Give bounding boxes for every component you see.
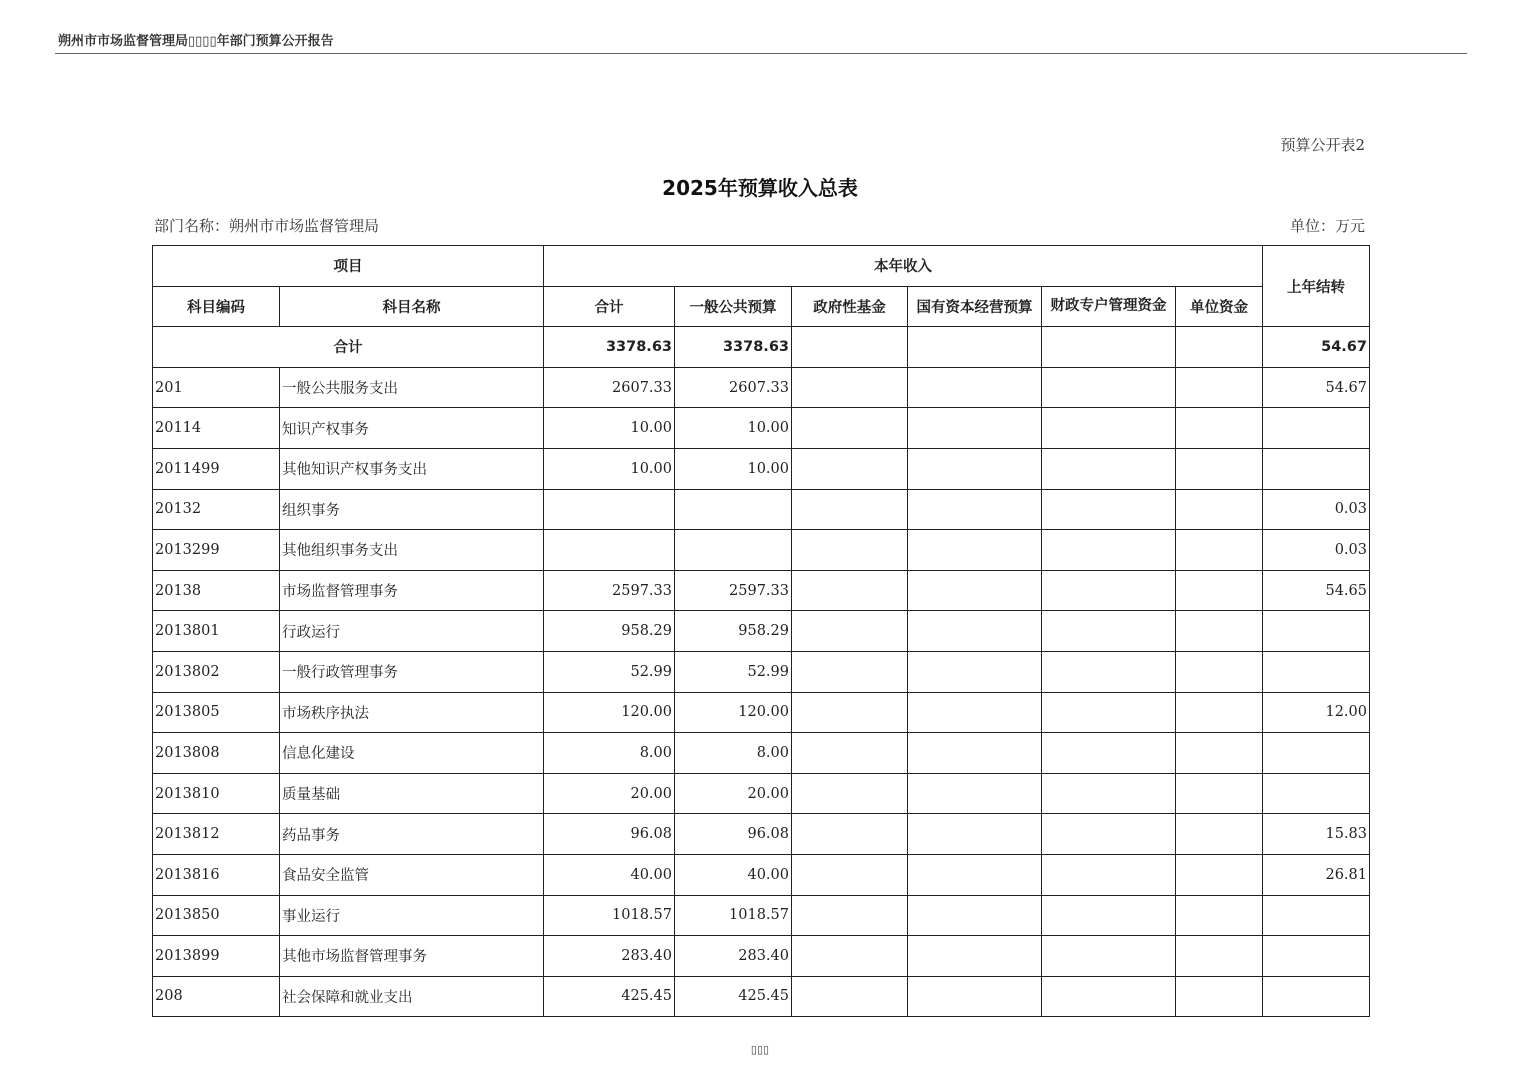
row-name: 质量基础 [280, 773, 544, 814]
row-name: 一般公共服务支出 [280, 367, 544, 408]
row-unit-fund [1176, 692, 1263, 733]
row-unit-fund [1176, 570, 1263, 611]
column-total: 合计 [544, 286, 675, 327]
row-unit-fund [1176, 854, 1263, 895]
row-fiscal-special [1042, 489, 1176, 530]
row-gov-fund [792, 733, 908, 774]
total-row [153, 327, 1370, 368]
row-name: 行政运行 [280, 611, 544, 652]
row-general-budget [675, 530, 792, 571]
row-total: 2607.33 [544, 367, 675, 408]
column-name: 科目名称 [280, 286, 544, 327]
row-general-budget: 10.00 [675, 408, 792, 449]
total-state-capital [908, 327, 1042, 368]
table-row [153, 733, 1370, 774]
row-code: 2013802 [153, 651, 280, 692]
row-carryover [1263, 651, 1370, 692]
row-unit-fund [1176, 976, 1263, 1017]
row-state-capital [908, 733, 1042, 774]
row-gov-fund [792, 895, 908, 936]
row-carryover: 54.65 [1263, 570, 1370, 611]
row-fiscal-special [1042, 570, 1176, 611]
row-name: 其他知识产权事务支出 [280, 448, 544, 489]
table-row [153, 651, 1370, 692]
row-general-budget: 10.00 [675, 448, 792, 489]
row-fiscal-special [1042, 408, 1176, 449]
row-fiscal-special [1042, 895, 1176, 936]
row-general-budget: 20.00 [675, 773, 792, 814]
row-general-budget: 120.00 [675, 692, 792, 733]
row-name: 食品安全监管 [280, 854, 544, 895]
row-state-capital [908, 367, 1042, 408]
row-carryover [1263, 408, 1370, 449]
row-gov-fund [792, 692, 908, 733]
report-header-title: 朔州市市场监督管理局▯▯▯▯年部门预算公开报告 [58, 34, 334, 49]
row-gov-fund [792, 936, 908, 977]
row-carryover: 15.83 [1263, 814, 1370, 855]
row-total: 8.00 [544, 733, 675, 774]
column-carryover: 上年结转 [1263, 246, 1370, 327]
row-general-budget: 2607.33 [675, 367, 792, 408]
table-code-label: 预算公开表2 [1280, 136, 1365, 154]
row-unit-fund [1176, 773, 1263, 814]
row-general-budget [675, 489, 792, 530]
row-state-capital [908, 895, 1042, 936]
row-general-budget: 40.00 [675, 854, 792, 895]
row-fiscal-special [1042, 692, 1176, 733]
total-gov-fund [792, 327, 908, 368]
row-carryover: 26.81 [1263, 854, 1370, 895]
row-name: 事业运行 [280, 895, 544, 936]
row-total: 10.00 [544, 408, 675, 449]
row-name: 社会保障和就业支出 [280, 976, 544, 1017]
row-total: 40.00 [544, 854, 675, 895]
table-row [153, 611, 1370, 652]
row-gov-fund [792, 611, 908, 652]
row-fiscal-special [1042, 651, 1176, 692]
row-unit-fund [1176, 448, 1263, 489]
row-code: 2013816 [153, 854, 280, 895]
row-total: 2597.33 [544, 570, 675, 611]
row-code: 2013299 [153, 530, 280, 571]
row-code: 2011499 [153, 448, 280, 489]
row-name: 知识产权事务 [280, 408, 544, 449]
row-fiscal-special [1042, 530, 1176, 571]
column-general-budget: 一般公共预算 [675, 286, 792, 327]
row-carryover [1263, 611, 1370, 652]
table-row [153, 367, 1370, 408]
row-gov-fund [792, 814, 908, 855]
row-state-capital [908, 408, 1042, 449]
row-fiscal-special [1042, 814, 1176, 855]
total-amount: 3378.63 [544, 327, 675, 368]
column-state-capital: 国有资本经营预算 [908, 286, 1042, 327]
total-unit-fund [1176, 327, 1263, 368]
row-gov-fund [792, 854, 908, 895]
row-code: 208 [153, 976, 280, 1017]
unit-label: 单位：万元 [1289, 217, 1365, 235]
row-total [544, 489, 675, 530]
table-row [153, 570, 1370, 611]
row-total: 1018.57 [544, 895, 675, 936]
row-fiscal-special [1042, 854, 1176, 895]
row-state-capital [908, 936, 1042, 977]
department-label: 部门名称：朔州市市场监督管理局 [154, 217, 380, 235]
row-gov-fund [792, 651, 908, 692]
row-unit-fund [1176, 611, 1263, 652]
row-fiscal-special [1042, 936, 1176, 977]
row-carryover: 54.67 [1263, 367, 1370, 408]
row-name: 组织事务 [280, 489, 544, 530]
row-unit-fund [1176, 530, 1263, 571]
row-fiscal-special [1042, 733, 1176, 774]
row-code: 2013810 [153, 773, 280, 814]
row-gov-fund [792, 408, 908, 449]
row-state-capital [908, 814, 1042, 855]
table-row [153, 692, 1370, 733]
row-total: 96.08 [544, 814, 675, 855]
total-carryover: 54.67 [1263, 327, 1370, 368]
row-unit-fund [1176, 408, 1263, 449]
row-state-capital [908, 570, 1042, 611]
table-row [153, 448, 1370, 489]
row-state-capital [908, 489, 1042, 530]
budget-income-table [152, 245, 1370, 1017]
row-total: 52.99 [544, 651, 675, 692]
row-name: 一般行政管理事务 [280, 651, 544, 692]
column-code: 科目编码 [153, 286, 280, 327]
row-unit-fund [1176, 733, 1263, 774]
table-row [153, 773, 1370, 814]
row-carryover: 12.00 [1263, 692, 1370, 733]
row-total: 283.40 [544, 936, 675, 977]
row-gov-fund [792, 976, 908, 1017]
row-carryover: 0.03 [1263, 530, 1370, 571]
row-unit-fund [1176, 367, 1263, 408]
column-gov-fund: 政府性基金 [792, 286, 908, 327]
row-total: 958.29 [544, 611, 675, 652]
row-total: 120.00 [544, 692, 675, 733]
row-name: 其他市场监督管理事务 [280, 936, 544, 977]
row-state-capital [908, 976, 1042, 1017]
row-code: 2013808 [153, 733, 280, 774]
row-carryover [1263, 733, 1370, 774]
row-code: 20138 [153, 570, 280, 611]
row-general-budget: 2597.33 [675, 570, 792, 611]
row-total: 425.45 [544, 976, 675, 1017]
total-fiscal-special [1042, 327, 1176, 368]
row-code: 20114 [153, 408, 280, 449]
row-unit-fund [1176, 936, 1263, 977]
column-fiscal-special: 财政专户管理资金 [1042, 286, 1176, 327]
row-code: 201 [153, 367, 280, 408]
row-carryover [1263, 936, 1370, 977]
row-name: 其他组织事务支出 [280, 530, 544, 571]
row-general-budget: 958.29 [675, 611, 792, 652]
page-number: ▯▯▯ [750, 1043, 770, 1056]
row-fiscal-special [1042, 448, 1176, 489]
table-row [153, 976, 1370, 1017]
table-row [153, 936, 1370, 977]
row-name: 市场秩序执法 [280, 692, 544, 733]
row-carryover [1263, 976, 1370, 1017]
row-general-budget: 96.08 [675, 814, 792, 855]
table-row [153, 530, 1370, 571]
row-general-budget: 52.99 [675, 651, 792, 692]
row-gov-fund [792, 570, 908, 611]
table-row [153, 895, 1370, 936]
header-row-sub [153, 286, 1370, 327]
page-title: 2025年预算收入总表 [662, 176, 858, 200]
row-state-capital [908, 651, 1042, 692]
row-name: 市场监督管理事务 [280, 570, 544, 611]
row-total [544, 530, 675, 571]
row-unit-fund [1176, 895, 1263, 936]
row-carryover [1263, 773, 1370, 814]
row-state-capital [908, 692, 1042, 733]
total-general-budget: 3378.63 [675, 327, 792, 368]
row-unit-fund [1176, 814, 1263, 855]
total-label: 合计 [153, 327, 544, 368]
row-name: 信息化建设 [280, 733, 544, 774]
row-name: 药品事务 [280, 814, 544, 855]
row-general-budget: 8.00 [675, 733, 792, 774]
row-code: 2013812 [153, 814, 280, 855]
row-state-capital [908, 448, 1042, 489]
row-state-capital [908, 530, 1042, 571]
row-gov-fund [792, 489, 908, 530]
row-general-budget: 425.45 [675, 976, 792, 1017]
row-total: 20.00 [544, 773, 675, 814]
table-row [153, 408, 1370, 449]
row-gov-fund [792, 367, 908, 408]
row-fiscal-special [1042, 976, 1176, 1017]
row-carryover [1263, 448, 1370, 489]
row-carryover [1263, 895, 1370, 936]
row-code: 20132 [153, 489, 280, 530]
row-gov-fund [792, 773, 908, 814]
header-row-top [153, 246, 1370, 287]
table-row [153, 854, 1370, 895]
column-unit-fund: 单位资金 [1176, 286, 1263, 327]
row-code: 2013850 [153, 895, 280, 936]
row-code: 2013899 [153, 936, 280, 977]
row-state-capital [908, 854, 1042, 895]
row-total: 10.00 [544, 448, 675, 489]
table-row [153, 814, 1370, 855]
row-state-capital [908, 773, 1042, 814]
row-fiscal-special [1042, 611, 1176, 652]
row-state-capital [908, 611, 1042, 652]
row-code: 2013801 [153, 611, 280, 652]
row-fiscal-special [1042, 367, 1176, 408]
row-carryover: 0.03 [1263, 489, 1370, 530]
row-gov-fund [792, 530, 908, 571]
header-divider [55, 53, 1467, 54]
column-group-project: 项目 [153, 246, 544, 287]
table-row [153, 489, 1370, 530]
row-gov-fund [792, 448, 908, 489]
row-unit-fund [1176, 651, 1263, 692]
row-code: 2013805 [153, 692, 280, 733]
row-unit-fund [1176, 489, 1263, 530]
row-fiscal-special [1042, 773, 1176, 814]
column-group-current-income: 本年收入 [544, 246, 1263, 287]
row-general-budget: 283.40 [675, 936, 792, 977]
row-general-budget: 1018.57 [675, 895, 792, 936]
